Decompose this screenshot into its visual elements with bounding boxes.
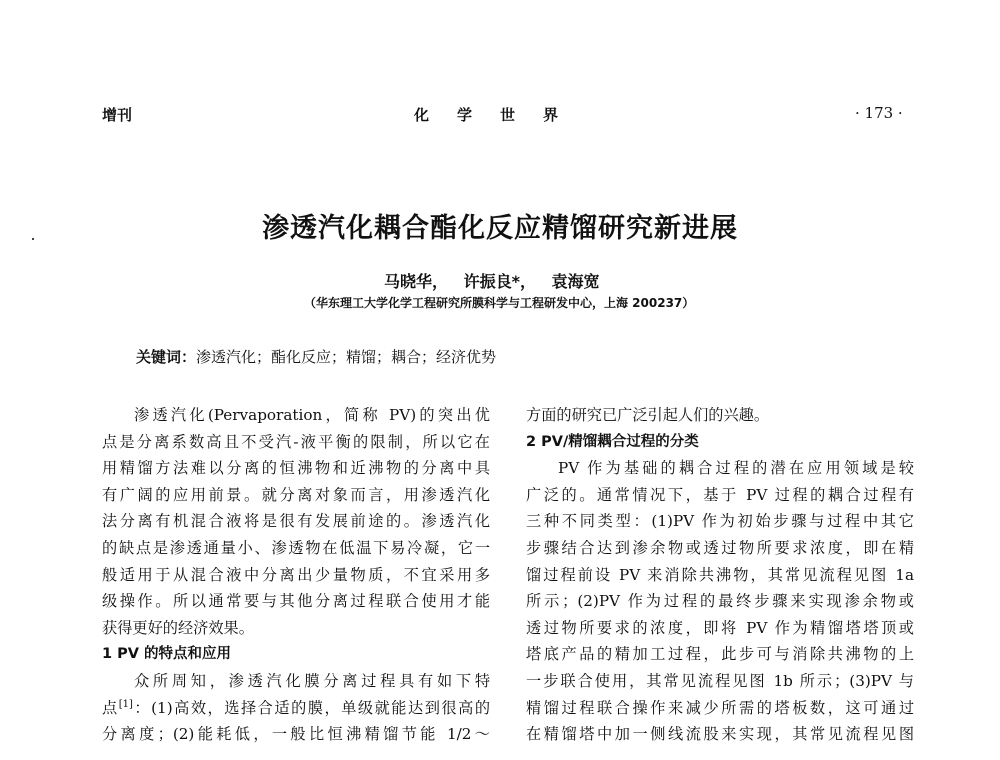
body-line: 分离度；(2)能耗低，一般比恒沸精馏节能 1/2～ xyxy=(102,725,490,744)
body-line: 精馏过程联合操作来减少所需的塔板数，这可通过 xyxy=(526,698,914,717)
left-column xyxy=(102,402,490,748)
body-line: 在精馏塔中加一侧线流股来实现，其常见流程见图 xyxy=(526,725,914,744)
author-2: 许振良*， xyxy=(463,272,536,291)
author-3: 袁海宽 xyxy=(551,272,600,291)
paper-title: 渗透汽化耦合酯化反应精馏研究新进展 xyxy=(262,213,738,244)
body-line: 三种不同类型：(1)PV 作为初始步骤与过程中其它 xyxy=(526,512,914,531)
right-column xyxy=(526,402,914,748)
body-line: 有广阔的应用前景。就分离对象而言，用渗透汽化 xyxy=(102,485,490,504)
body-line: 的缺点是渗透通量小、渗透物在低温下易冷凝，它一 xyxy=(102,538,490,557)
body-line: 方面的研究已广泛引起人们的兴趣。 xyxy=(526,406,769,424)
body-text: 点 xyxy=(102,698,119,717)
body-line: 般适用于从混合液中分离出少量物质，不宜采用多 xyxy=(102,565,490,584)
author-1: 马晓华， xyxy=(384,272,449,291)
body-line-with-citation xyxy=(102,695,490,722)
body-line: 渗透汽化(Pervaporation，简称 PV)的突出优 xyxy=(134,406,490,424)
body-line: 众所周知，渗透汽化膜分离过程具有如下特 xyxy=(134,671,490,690)
body-line: 获得更好的经济效果。 xyxy=(102,618,254,637)
journal-name: 化学世界 xyxy=(414,106,587,124)
body-line: 透过物所要求的浓度，即将 PV 作为精馏塔塔顶或 xyxy=(526,618,914,637)
body-line: 法分离有机混合液将是很有发展前途的。渗透汽化 xyxy=(102,512,490,531)
body-line: 馏过程前设 PV 来消除共沸物，其常见流程见图 1a xyxy=(526,565,914,584)
body-line: 步骤结合达到渗余物或透过物所要求浓度，即在精 xyxy=(526,538,914,557)
body-line: 点是分离系数高且不受汽-液平衡的限制，所以它在 xyxy=(102,432,490,451)
citation-ref[interactable]: [1] xyxy=(118,698,133,710)
body-line: PV 作为基础的耦合过程的潜在应用领域是较 xyxy=(558,459,914,478)
author-list xyxy=(384,269,610,292)
keywords xyxy=(136,346,496,367)
running-header-left: 增刊 xyxy=(102,106,133,124)
section-heading-1: 1 PV 的特点和应用 xyxy=(102,646,232,663)
body-line: 广泛的。通常情况下，基于 PV 过程的耦合过程有 xyxy=(526,485,914,504)
body-line: 塔底产品的精加工过程，此步可与消除共沸物的上 xyxy=(526,645,914,664)
body-line: 一步联合使用，其常见流程见图 1b 所示；(3)PV 与 xyxy=(526,671,914,690)
page-number: · 173 · xyxy=(855,104,903,122)
body-line: 所示；(2)PV 作为过程的最终步骤来实现渗余物或 xyxy=(526,592,914,611)
body-line: 用精馏方法难以分离的恒沸物和近沸物的分离中具 xyxy=(102,459,490,478)
section-heading-2: 2 PV/精馏耦合过程的分类 xyxy=(526,433,699,450)
body-line: 级操作。所以通常要与其他分离过程联合使用才能 xyxy=(102,592,490,611)
keywords-text: 渗透汽化；酯化反应；精馏；耦合；经济优势 xyxy=(196,348,497,366)
keywords-label: 关键词： xyxy=(136,348,197,366)
affiliation: （华东理工大学化学工程研究所膜科学与工程研发中心，上海 200237） xyxy=(304,296,695,310)
body-text: ：(1)高效，选择合适的膜，单级就能达到很高的 xyxy=(132,698,491,717)
